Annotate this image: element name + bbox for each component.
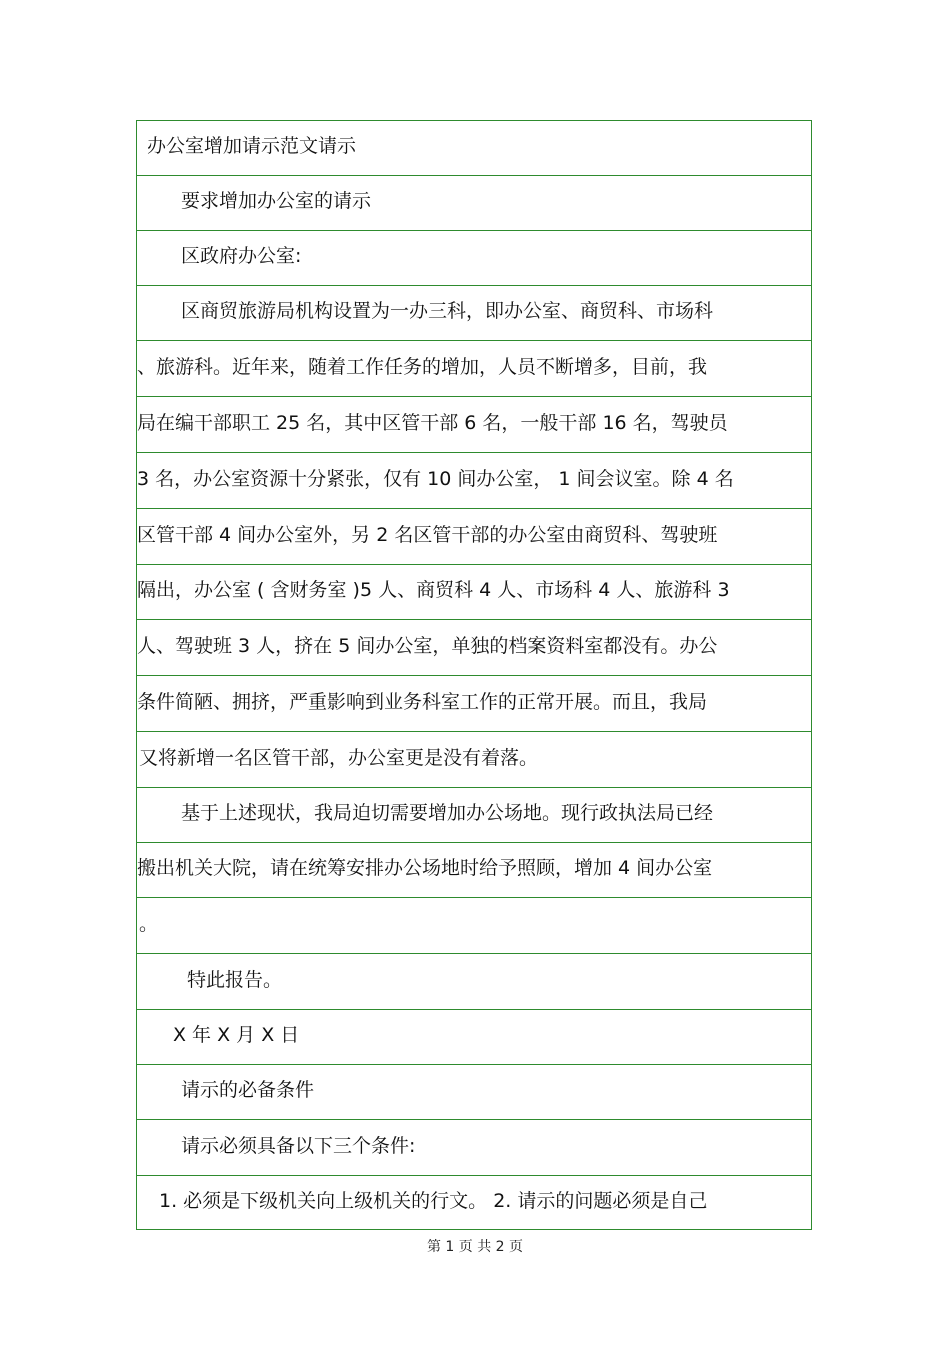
- body-paragraph-line: 区管干部 4 间办公室外，另 2 名区管干部的办公室由商贸科、驾驶班: [137, 524, 718, 546]
- body-paragraph-line: 人、驾驶班 3 人，挤在 5 间办公室，单独的档案资料室都没有。办公: [137, 635, 718, 657]
- body-paragraph-line: 3 名，办公室资源十分紧张，仅有 10 间办公室， 1 间会议室。除 4 名: [137, 468, 734, 490]
- body-paragraph-line: 。: [139, 913, 159, 935]
- body-paragraph-line: 基于上述现状，我局迫切需要增加办公场地。现行政执法局已经: [181, 802, 714, 824]
- text-line: [137, 733, 811, 788]
- text-line: [137, 1121, 811, 1176]
- document-title: 办公室增加请示范文请示: [147, 135, 357, 157]
- text-line: [137, 621, 811, 676]
- text-line: [137, 121, 811, 176]
- page-number: 第 1 页 共 2 页: [426, 1239, 524, 1255]
- body-paragraph-line: 隔出，办公室 ( 含财务室 )5 人、商贸科 4 人、市场科 4 人、旅游科 3: [137, 579, 730, 601]
- text-line: [137, 788, 811, 843]
- text-line: [137, 1010, 811, 1065]
- text-line: [137, 454, 811, 509]
- text-line: [137, 899, 811, 954]
- text-line: [137, 1176, 811, 1231]
- text-line: [137, 176, 811, 231]
- body-paragraph-line: 又将新增一名区管干部，办公室更是没有着落。: [139, 747, 539, 769]
- text-line: [137, 955, 811, 1010]
- body-paragraph-line: 局在编干部职工 25 名，其中区管干部 6 名，一般干部 16 名，驾驶员: [137, 412, 728, 434]
- body-paragraph-line: 条件简陋、拥挤，严重影响到业务科室工作的正常开展。而且，我局: [137, 691, 708, 713]
- text-line: [137, 510, 811, 565]
- document-frame: [136, 120, 812, 1230]
- subject-line: 要求增加办公室的请示: [181, 190, 372, 212]
- addressee-line: 区政府办公室:: [181, 245, 302, 267]
- text-line: [137, 677, 811, 732]
- section-heading: 请示的必备条件: [181, 1079, 315, 1101]
- closing-line: 特此报告。: [187, 969, 283, 991]
- text-line: [137, 565, 811, 620]
- numbered-item-line: 1. 必须是下级机关向上级机关的行文。 2. 请示的问题必须是自己: [159, 1190, 708, 1212]
- text-line: [137, 843, 811, 898]
- body-paragraph-line: 、旅游科。近年来，随着工作任务的增加，人员不断增多，目前，我: [137, 356, 708, 378]
- body-paragraph-line: 区商贸旅游局机构设置为一办三科，即办公室、商贸科、市场科: [181, 300, 714, 322]
- body-paragraph-line: 请示必须具备以下三个条件:: [181, 1135, 416, 1157]
- body-paragraph-line: 搬出机关大院，请在统筹安排办公场地时给予照顾，增加 4 间办公室: [137, 857, 713, 879]
- text-line: [137, 1065, 811, 1120]
- text-line: [137, 342, 811, 397]
- text-line: [137, 286, 811, 341]
- text-line: [137, 398, 811, 453]
- date-line: X 年 X 月 X 日: [173, 1024, 300, 1046]
- text-line: [137, 231, 811, 286]
